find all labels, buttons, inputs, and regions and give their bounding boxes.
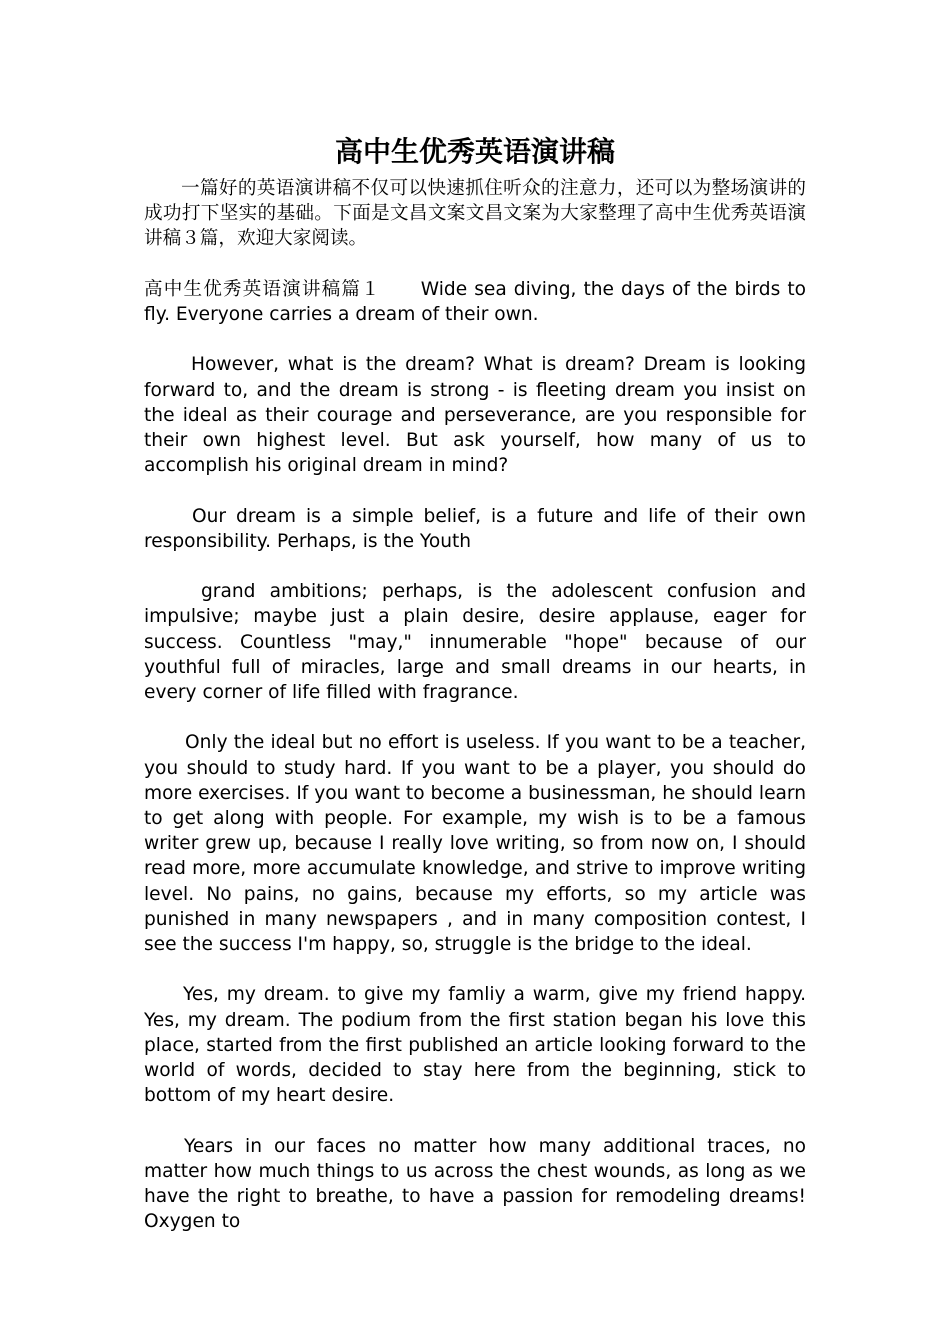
intro-paragraph: 一篇好的英语演讲稿不仅可以快速抓住听众的注意力，还可以为整场演讲的成功打下坚实的基础。下面是文昌文案文昌文案为大家整理了高中生优秀英语演讲稿３篇，欢迎大家阅读。 (144, 178, 806, 250)
paragraph-7: Years in our faces no matter how many additional traces, no matter how much things to us across the chest wounds, as long as we have the right to breathe, to have a passion for remodeling dreams! Oxygen to (144, 1135, 806, 1233)
paragraph-4: grand ambitions; perhaps, is the adolescent confusion and impulsive; maybe just a plain desire, desire applause, eager for success. Countless "may," innumerable "hope" because of our youthful full of miracles, large and small dreams in our hearts, in every corner of life filled with fragrance. (144, 581, 806, 703)
section-first-paragraph (144, 277, 806, 327)
section-heading: 高中生优秀英语演讲稿篇１ (144, 278, 381, 300)
paragraph-5: Only the ideal but no effort is useless. If you want to be a teacher, you should to study hard. If you want to be a player, you should do more exercises. If you want to become a businessman, he should learn to get along with people. For example, my wish is to be a famous writer grew up, because I really love writing, so from now on, I should read more, more accumulate knowledge, and strive to improve writing level. No pains, no gains, because my efforts, so my article was punished in many newspapers , and in many composition contest, I see the success I'm happy, so, struggle is the bridge to the ideal. (144, 732, 807, 956)
document-body (144, 176, 806, 1260)
paragraph-6: Yes, my dream. to give my famliy a warm, give my friend happy. Yes, my dream. The podium from the first station began his love this place, started from the first published an article looking forward to the world of words, decided to stay here from the beginning, stick to bottom of my heart desire. (144, 984, 806, 1107)
paragraph-2: However, what is the dream? What is dream? Dream is looking forward to, and the dream is strong - is fleeting dream you insist on the ideal as their courage and perseverance, are you responsible for their own highest level. But ask yourself, how many of us to accomplish his original dream in mind? (144, 354, 806, 477)
document-title: 高中生优秀英语演讲稿 (334, 135, 615, 168)
paragraph-3: Our dream is a simple belief, is a future and life of their own responsibility. Perhaps, is the Youth (144, 505, 806, 552)
paragraph-1: Wide sea diving, the days of the birds to fly. Everyone carries a dream of their own. (144, 278, 806, 325)
